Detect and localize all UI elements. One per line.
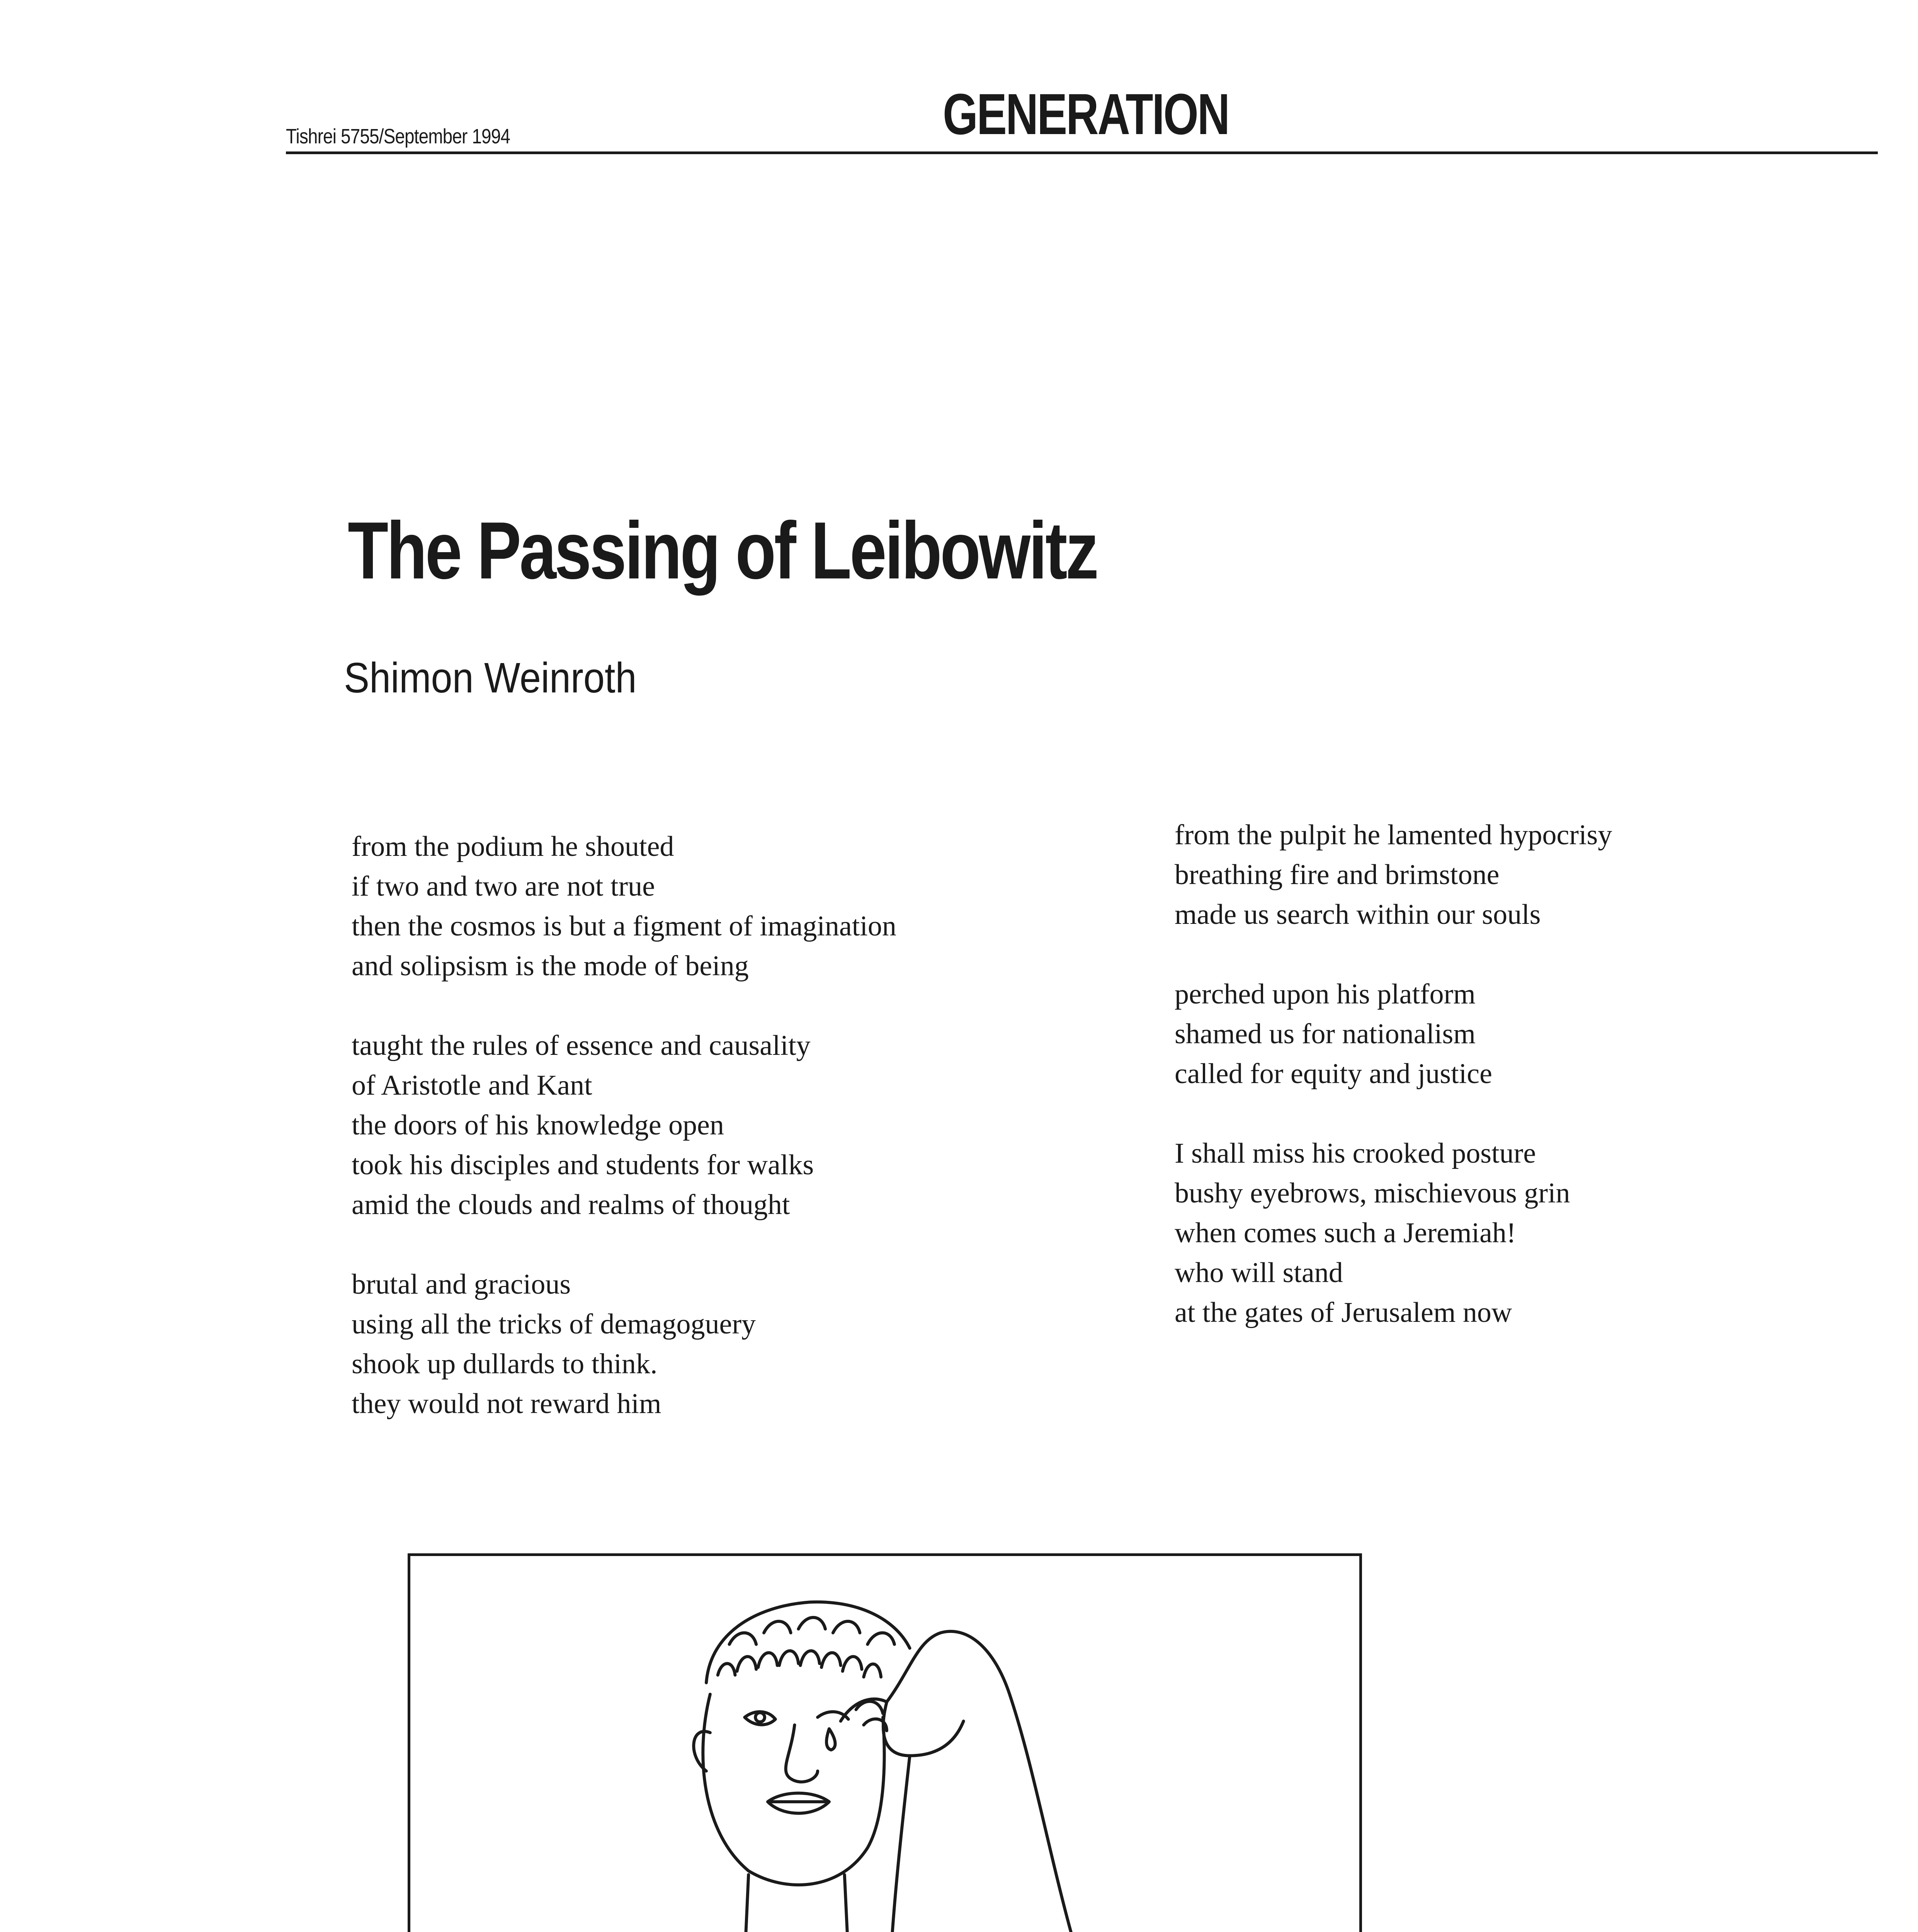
poem-line: then the cosmos is but a figment of imagination bbox=[352, 910, 896, 942]
poem-line: from the pulpit he lamented hypocrisy bbox=[1175, 819, 1612, 851]
poem-line: from the podium he shouted bbox=[352, 831, 674, 862]
header-rule bbox=[286, 151, 1878, 154]
issue-date: Tishrei 5755/September 1994 bbox=[286, 125, 510, 148]
poem-line: bushy eyebrows, mischievous grin bbox=[1175, 1177, 1570, 1209]
poem-line: who will stand bbox=[1175, 1257, 1343, 1289]
stanza bbox=[1175, 975, 1612, 1094]
poem-line: shook up dullards to think. bbox=[352, 1348, 658, 1380]
stanza bbox=[352, 1265, 896, 1424]
poem-line: using all the tricks of demagoguery bbox=[352, 1308, 756, 1340]
stanza bbox=[1175, 815, 1612, 935]
poem-line: and solipsism is the mode of being bbox=[352, 950, 749, 982]
poem-line: I shall miss his crooked posture bbox=[1175, 1138, 1536, 1169]
poem-line: made us search within our souls bbox=[1175, 899, 1541, 930]
stanza bbox=[1175, 1134, 1612, 1333]
poem-line: of Aristotle and Kant bbox=[352, 1070, 592, 1101]
poem-line: when comes such a Jeremiah! bbox=[1175, 1217, 1516, 1249]
article-title: The Passing of Leibowitz bbox=[348, 505, 1097, 596]
poem-line: amid the clouds and realms of thought bbox=[352, 1189, 790, 1221]
poem-line: brutal and gracious bbox=[352, 1269, 571, 1300]
poem-line: breathing fire and brimstone bbox=[1175, 859, 1500, 891]
stanza bbox=[352, 1026, 896, 1225]
poem-right-column bbox=[1175, 815, 1612, 1333]
poem-line: called for equity and justice bbox=[1175, 1058, 1492, 1090]
poem-line: shamed us for nationalism bbox=[1175, 1018, 1476, 1050]
poem-line: taught the rules of essence and causality bbox=[352, 1030, 811, 1061]
masthead: GENERATION bbox=[943, 82, 1229, 146]
illustration bbox=[408, 1553, 1362, 1932]
poem-line: if two and two are not true bbox=[352, 871, 655, 902]
poem-line: at the gates of Jerusalem now bbox=[1175, 1297, 1512, 1328]
stanza bbox=[352, 827, 896, 986]
poem-line: perched upon his platform bbox=[1175, 978, 1476, 1010]
line-drawing bbox=[410, 1556, 1359, 1932]
poem-line: took his disciples and students for walks bbox=[352, 1149, 814, 1181]
poem-left-column bbox=[352, 827, 896, 1424]
poem-line: the doors of his knowledge open bbox=[352, 1109, 724, 1141]
face-outline bbox=[703, 1694, 884, 1885]
poem-line: they would not reward him bbox=[352, 1388, 661, 1420]
article-author: Shimon Weinroth bbox=[344, 654, 637, 702]
